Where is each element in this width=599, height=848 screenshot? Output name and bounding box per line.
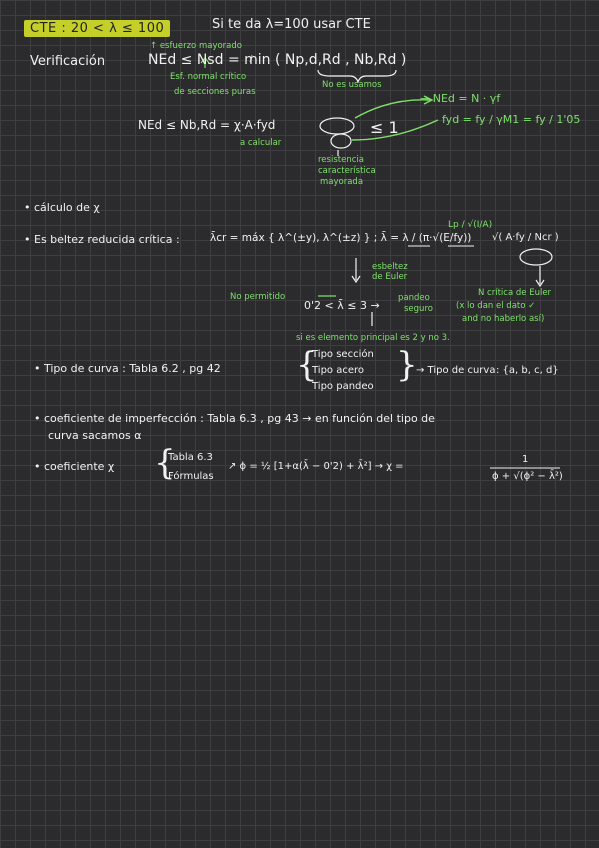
chi-numerator: 1 xyxy=(522,454,529,465)
curve-left-brace: { xyxy=(296,345,318,385)
fyd-equation: fyd = fy / γM1 = fy / 1'05 xyxy=(442,113,581,126)
chi-formulas: Fórmulas xyxy=(168,471,214,482)
curve-item-acero: Tipo acero xyxy=(312,365,365,376)
header-note: Si te da λ=100 usar CTE xyxy=(212,17,371,32)
cte-range-header xyxy=(24,17,170,36)
anno-secciones-puras: de secciones puras xyxy=(174,87,256,97)
anno-no-usamos: No es usamos xyxy=(322,80,382,90)
bullet-calculo-chi: • cálculo de χ xyxy=(24,201,100,214)
verif-label: Verificación xyxy=(30,54,106,69)
verif-formula: NEd ≤ Nsd = min ( Np,d,Rd , Nb,Rd ) xyxy=(148,52,407,68)
anno-no-haberlo: and no haberlo así) xyxy=(462,314,545,324)
anno-de-euler: de Euler xyxy=(372,272,408,282)
chi-brace: { xyxy=(154,443,176,483)
sqrt-fraction: √( A·fy / Ncr ) xyxy=(492,232,559,243)
anno-pandeo: pandeo xyxy=(398,293,430,303)
bullet-esbeltez: • Es beltez reducida crítica : xyxy=(24,233,180,246)
anno-caracteristica: característica xyxy=(318,166,376,176)
nbrd-formula: NEd ≤ Nb,Rd = χ·A·fyd xyxy=(138,118,276,132)
anno-resistencia: resistencia xyxy=(318,155,364,165)
chi-denominator: ϕ + √(ϕ² − λ̄²) xyxy=(492,471,563,482)
curve-item-pandeo: Tipo pandeo xyxy=(312,381,374,392)
lambda-range: 0'2 < λ̄ ≤ 3 → xyxy=(304,299,380,312)
anno-esfuerzo-mayorado: ↑ esfuerzo mayorado xyxy=(150,41,242,51)
anno-esbeltez: esbeltez xyxy=(372,262,408,272)
leq-one: ≤ 1 xyxy=(370,118,399,137)
curve-right-brace: } xyxy=(396,345,418,385)
anno-principal: si es elemento principal es 2 y no 3. xyxy=(296,333,450,343)
lp-fraction: Lp / √(I/A) xyxy=(448,220,493,230)
curve-set: : {a, b, c, d} xyxy=(496,365,559,376)
anno-a-calcular: a calcular xyxy=(240,138,282,148)
cte-highlight: CTE : 20 < λ ≤ 100 xyxy=(24,20,170,37)
anno-ncritica: N crítica de Euler xyxy=(478,288,552,298)
anno-seguro: seguro xyxy=(404,304,433,314)
chi-tabla: Tabla 6.3 xyxy=(168,452,213,463)
curve-item-seccion: Tipo sección xyxy=(312,349,374,360)
curve-result: → Tipo de curva xyxy=(416,365,496,376)
bullet-coef-chi: • coeficiente χ xyxy=(34,460,115,473)
coef-imperfeccion-line2: curva sacamos α xyxy=(48,429,142,442)
anno-no-permitido: No permitido xyxy=(230,292,286,302)
ned-rhs: → NEd = N · γf xyxy=(420,92,501,105)
bullet-coef-imperfeccion: • coeficiente de imperfección : Tabla 6.3 , pg 43 → en función del tipo de xyxy=(34,412,435,425)
anno-dato: (x lo dan el dato ✓ xyxy=(456,301,536,311)
anno-mayorada: mayorada xyxy=(320,177,364,187)
phi-formula: ↗ ϕ = ½ [1+α(λ̄ − 0'2) + λ̄²] → χ = xyxy=(228,461,404,472)
lambda-def: λ̄cr = máx { λ^(±y), λ^(±z) } ; λ̄ = λ / (π·√(E/fy)) xyxy=(210,232,472,244)
anno-esf-critico: Esf. normal crítico xyxy=(170,72,247,82)
bullet-tipo-curva: • Tipo de curva : Tabla 6.2 , pg 42 xyxy=(34,362,221,375)
